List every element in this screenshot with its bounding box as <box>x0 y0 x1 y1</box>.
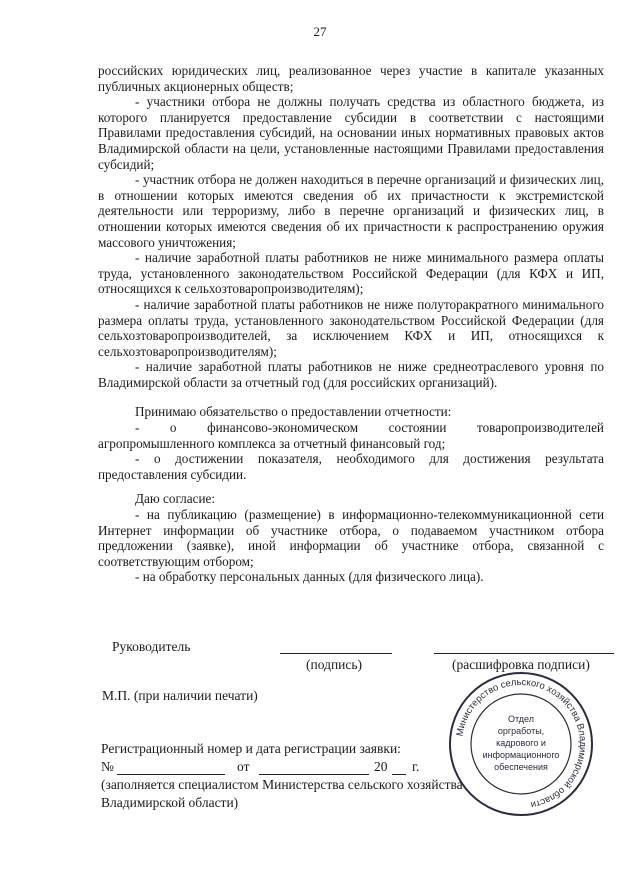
date-line <box>259 774 369 775</box>
spacer <box>98 482 604 491</box>
from-word: от <box>237 759 250 774</box>
paragraph: - о финансово-экономическом состоянии товаропроизводителей агропромышленного комплекса за отчетный финансовый год; <box>98 420 604 451</box>
year-prefix: 20 <box>374 759 388 774</box>
number-line <box>117 774 225 775</box>
head-label: Руководитель <box>112 639 191 654</box>
registration-title: Регистрационный номер и дата регистрации заявки: <box>101 741 401 756</box>
decode-line <box>434 653 614 654</box>
registration-note: Владимирской области) <box>101 795 239 810</box>
registration-note: (заполняется специалистом Министерства сельского хозяйства <box>101 777 463 792</box>
paragraph: Принимаю обязательство о предоставлении отчетности: <box>135 404 452 420</box>
paragraph: - участники отбора не должны получать средства из областного бюджета, из которого планируется предоставление субсидии в соответствии с настоящими Правилами предоставления субсидий, на основании иных нормативных правовых актов Владимирской области на цели, установленные настоящими Правилами предоставления субсидий; <box>98 94 604 172</box>
year-line <box>392 774 406 775</box>
stamp-center-line: информационного <box>482 750 560 760</box>
year-suffix: г. <box>412 759 420 774</box>
stamp-label: М.П. (при наличии печати) <box>102 688 258 703</box>
stamp-ring-text: Министерство сельского хозяйства Владимирской области <box>454 676 589 811</box>
spacer <box>98 390 604 404</box>
number-sign: № <box>101 759 114 774</box>
sign-caption: (подпись) <box>306 657 363 672</box>
stamp-center-line: оргработы, <box>497 726 545 736</box>
paragraph: - участник отбора не должен находиться в перечне организаций и физических лиц, в отношении которых имеются сведения об их причастности к экстремистской деятельности или терроризму, либо в перечне организаций и физических лиц, в отношении которых имеются сведения об их причастности к распространению оружия массового уничтожения; <box>98 172 604 250</box>
paragraph: - наличие заработной платы работников не ниже среднеотраслевого уровня по Владимирской области за отчетный год (для российских организаций). <box>98 359 604 390</box>
paragraph: российских юридических лиц, реализованное через участие в капитале указанных публичных акционерных обществ; <box>98 63 604 94</box>
stamp-center-line: кадрового и <box>496 738 546 748</box>
paragraph: Даю согласие: <box>135 491 216 507</box>
document-body <box>98 63 604 585</box>
stamp-center-text <box>483 714 560 772</box>
paragraph: - наличие заработной платы работников не ниже полуторакратного минимального размера оплаты труда, установленного законодательством Российской Федерации (для сельхозтоваропроизводителей, за исключением КФХ и ИП, относящихся к сельхозтоваропроизводителям); <box>98 296 604 359</box>
signature-line <box>280 653 392 654</box>
paragraph: - о достижении показателя, необходимого для достижения результата предоставления субсидии. <box>98 451 604 482</box>
department-stamp <box>445 668 597 820</box>
stamp-center-line: обеспечения <box>494 762 548 772</box>
paragraph: - на обработку персональных данных (для физического лица). <box>135 569 484 585</box>
stamp-center-line: Отдел <box>507 714 535 724</box>
decode-caption: (расшифровка подписи) <box>452 657 590 672</box>
page-number: 27 <box>313 24 327 39</box>
paragraph: - наличие заработной платы работников не ниже минимального размера оплаты труда, установленного законодательством Российской Федерации (для КФХ и ИП, относящихся к сельхозтоваропроизводителям); <box>98 250 604 297</box>
paragraph: - на публикацию (размещение) в информационно-телекоммуникационной сети Интернет информации об участнике отбора, о подаваемом участником отбора предложении (заявке), иной информации об участнике отбора, связанной с соответствующим отбором; <box>98 507 604 569</box>
